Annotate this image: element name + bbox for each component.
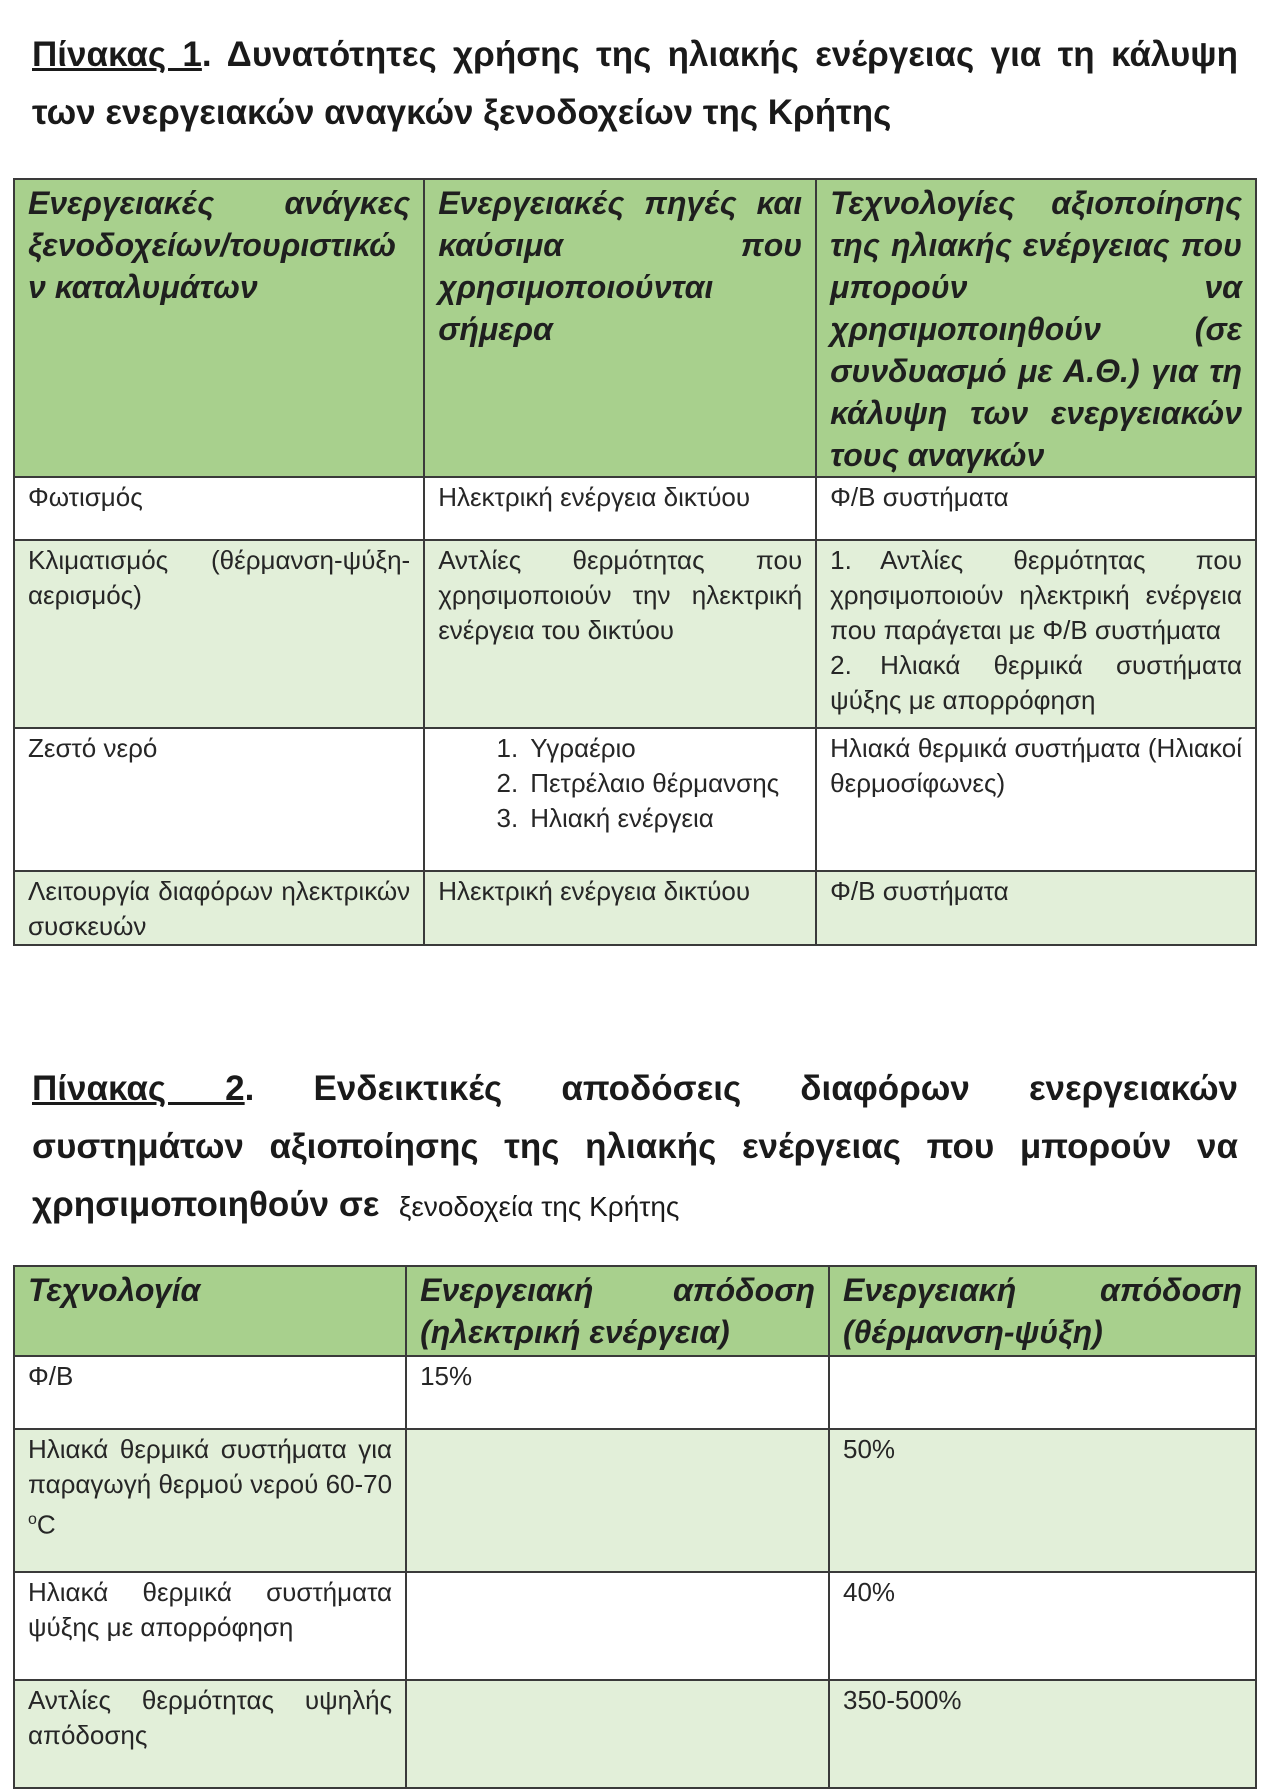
need-cell: Φωτισμός bbox=[14, 477, 424, 540]
table-row bbox=[14, 1429, 1256, 1572]
table1-caption bbox=[32, 26, 1238, 142]
table-row bbox=[14, 728, 1256, 871]
header-technologies: Τεχνολογίες αξιοποίησης της ηλιακής ενέργειας που μπορούν να χρησιμοποιηθούν (σε συνδυασμό με Α.Θ.) για τη κάλυψη των ενεργειακών τους αναγκών bbox=[816, 179, 1256, 477]
table1-caption-label: Πίνακας 1 bbox=[32, 35, 202, 74]
table-row bbox=[14, 540, 1256, 728]
tech-cell: Φ/Β συστήματα bbox=[816, 477, 1256, 540]
table2-caption bbox=[32, 1060, 1238, 1236]
thermal-cell: 50% bbox=[829, 1429, 1256, 1572]
technology-cell: Ηλιακά θερμικά συστήματα για παραγωγή θερμού νερού 60-70 $^o$C bbox=[14, 1429, 406, 1572]
tech-cell: Φ/Β συστήματα bbox=[816, 871, 1256, 945]
header-thermal-efficiency: Ενεργειακή απόδοση (θέρμανση-ψύξη) bbox=[829, 1266, 1256, 1356]
source-cell: Αντλίες θερμότητας που χρησιμοποιούν την ηλεκτρική ενέργεια του δικτύου bbox=[424, 540, 816, 728]
tech-cell bbox=[816, 540, 1256, 728]
header-electric-efficiency: Ενεργειακή απόδοση (ηλεκτρική ενέργεια) bbox=[406, 1266, 829, 1356]
table2-caption-line1: Πίνακας 2. Ενδεικτικές αποδόσεις διαφόρων ενεργειακών bbox=[32, 1069, 1238, 1108]
technology-cell: Αντλίες θερμότητας υψηλής απόδοσης bbox=[14, 1680, 406, 1788]
table-row bbox=[14, 1356, 1256, 1429]
electric-cell bbox=[406, 1680, 829, 1788]
electric-cell bbox=[406, 1572, 829, 1680]
source-cell: Ηλεκτρική ενέργεια δικτύου bbox=[424, 477, 816, 540]
table-row bbox=[14, 1680, 1256, 1788]
list-item: 1. Υγραέριο bbox=[496, 733, 636, 763]
table-row bbox=[14, 477, 1256, 540]
table2-caption-line3: χρησιμοποιηθούν σε ξενοδοχεία της Κρήτης bbox=[32, 1185, 680, 1224]
efficiency-table bbox=[13, 1265, 1257, 1789]
need-cell: Ζεστό νερό bbox=[14, 728, 424, 871]
thermal-cell: 350-500% bbox=[829, 1680, 1256, 1788]
tech-list bbox=[830, 543, 1242, 718]
technology-cell: Φ/Β bbox=[14, 1356, 406, 1429]
table-row bbox=[14, 871, 1256, 945]
need-cell: Λειτουργία διαφόρων ηλεκτρικών συσκευών bbox=[14, 871, 424, 945]
thermal-cell: 40% bbox=[829, 1572, 1256, 1680]
electric-cell bbox=[406, 1429, 829, 1572]
source-cell: Ηλεκτρική ενέργεια δικτύου bbox=[424, 871, 816, 945]
table-row bbox=[14, 1572, 1256, 1680]
table-header-row bbox=[14, 179, 1256, 477]
header-needs: Ενεργειακές ανάγκες ξενοδοχείων/τουριστικώ ν καταλυμάτων bbox=[14, 179, 424, 477]
table1-caption-line1: Πίνακας 1. Δυνατότητες χρήσης της ηλιακής ενέργειας για τη κάλυψη bbox=[32, 35, 1238, 74]
need-cell: Κλιματισμός (θέρμανση-ψύξη-αερισμός) bbox=[14, 540, 424, 728]
table-header-row bbox=[14, 1266, 1256, 1356]
fuel-list bbox=[438, 731, 802, 836]
technology-cell: Ηλιακά θερμικά συστήματα ψύξης με απορρόφηση bbox=[14, 1572, 406, 1680]
list-item: 2. Πετρέλαιο θέρμανσης bbox=[496, 768, 780, 798]
table2-caption-line2: συστημάτων αξιοποίησης της ηλιακής ενέργειας που μπορούν να bbox=[32, 1127, 1238, 1166]
thermal-cell bbox=[829, 1356, 1256, 1429]
table1-caption-line2: των ενεργειακών αναγκών ξενοδοχείων της Κρήτης bbox=[32, 93, 892, 132]
list-item: 2. Ηλιακά θερμικά συστήματα ψύξης με απορρόφηση bbox=[830, 650, 1242, 715]
list-item: 3. Ηλιακή ενέργεια bbox=[496, 803, 714, 833]
list-item: 1. Αντλίες θερμότητας που χρησιμοποιούν ηλεκτρική ενέργεια που παράγεται με Φ/Β συστήματα bbox=[830, 545, 1242, 645]
solar-usage-table bbox=[13, 178, 1257, 946]
header-technology: Τεχνολογία bbox=[14, 1266, 406, 1356]
electric-cell: 15% bbox=[406, 1356, 829, 1429]
source-cell bbox=[424, 728, 816, 871]
table2-caption-label: Πίνακας 2 bbox=[32, 1069, 245, 1108]
header-sources: Ενεργειακές πηγές και καύσιμα που χρησιμοποιούνται σήμερα bbox=[424, 179, 816, 477]
tech-cell: Ηλιακά θερμικά συστήματα (Ηλιακοί θερμοσίφωνες) bbox=[816, 728, 1256, 871]
